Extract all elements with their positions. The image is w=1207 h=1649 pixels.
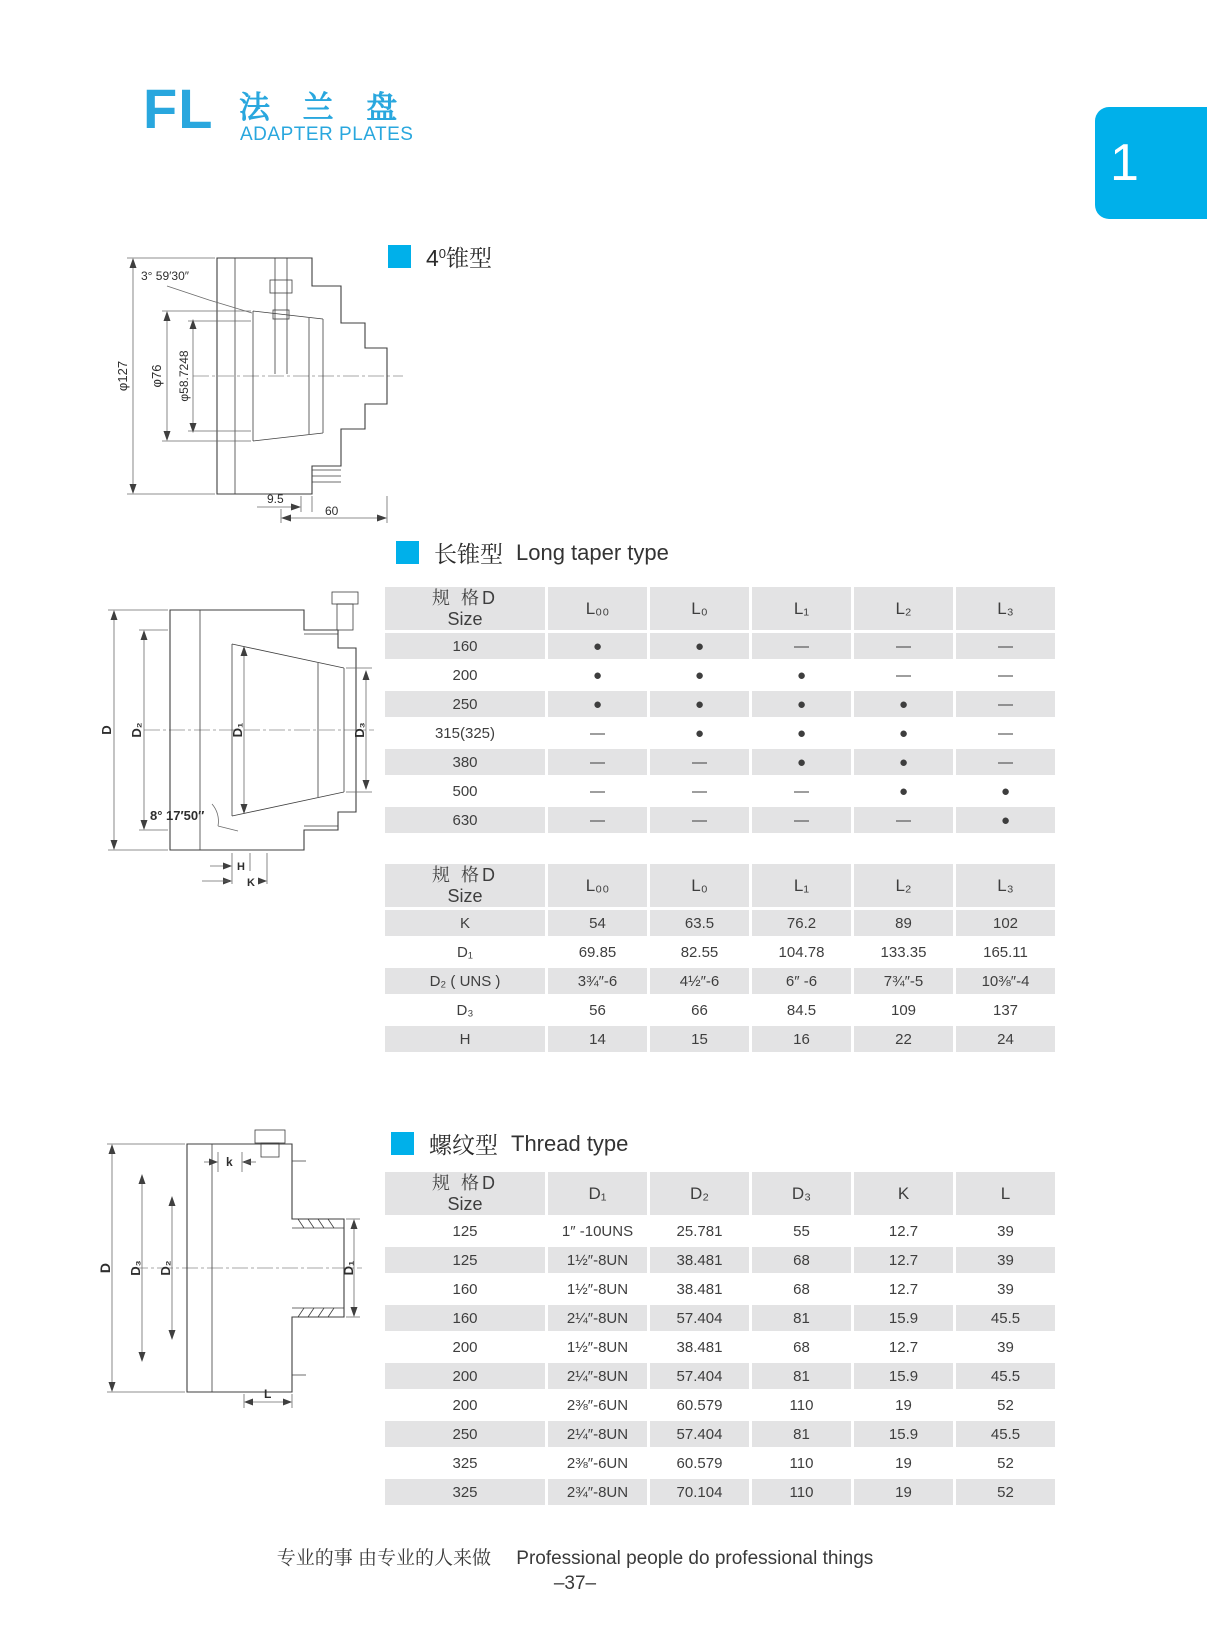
table-cell: ●: [854, 691, 953, 717]
table-cell: 45.5: [956, 1421, 1055, 1447]
row-label: K: [385, 910, 545, 936]
chapter-number: 1: [1110, 134, 1139, 192]
header-l: L: [956, 1172, 1055, 1215]
table-cell: 2¼″-8UN: [548, 1305, 647, 1331]
section-thread: [391, 1127, 628, 1160]
row-label: D₁: [457, 943, 473, 961]
section-bullet-icon: [396, 541, 419, 564]
long-taper-dimensions-table: [382, 861, 1058, 1055]
table-header-row: [385, 587, 1055, 630]
table-cell: ●: [548, 691, 647, 717]
table-cell: ●: [694, 724, 705, 742]
product-code: FL: [143, 77, 214, 140]
table-cell: 110: [789, 1396, 814, 1414]
table-cell: ●: [898, 782, 909, 800]
table-row: [385, 807, 1055, 833]
table-cell: 70.104: [650, 1479, 749, 1505]
table-cell: ●: [956, 807, 1055, 833]
table-cell: 81: [752, 1305, 851, 1331]
table-cell: 25.781: [676, 1222, 723, 1240]
dim-d3-label: D₃: [352, 722, 367, 738]
table-cell: 2⅜″-6UN: [566, 1396, 629, 1414]
table-cell: 45.5: [956, 1305, 1055, 1331]
row-label: 315(325): [434, 724, 496, 742]
row-label: 500: [452, 782, 478, 800]
row-label: 200: [452, 1396, 478, 1414]
footer-slogan-cn: 专业的事 由专业的人来做: [276, 1548, 491, 1569]
row-label: 380: [385, 749, 545, 775]
header-l1: L₁: [752, 587, 851, 630]
page-title-cn: 法 兰 盘: [239, 90, 410, 125]
table-row: [385, 1363, 1055, 1389]
table-cell: ●: [796, 666, 807, 684]
table-cell: ●: [1000, 782, 1011, 800]
table-cell: ●: [592, 666, 603, 684]
chapter-tab[interactable]: [1095, 107, 1207, 219]
header-l2: L₂: [854, 587, 953, 630]
table-cell: 12.7: [888, 1222, 919, 1240]
table-cell: 110: [789, 1454, 814, 1472]
header-l0: L₀: [650, 587, 749, 630]
table-row: [385, 778, 1055, 804]
row-label: 200: [452, 666, 478, 684]
table-cell: —: [998, 724, 1013, 742]
table-cell: 82.55: [680, 943, 719, 961]
table-cell: 52: [956, 1479, 1055, 1505]
table-cell: 15.9: [854, 1305, 953, 1331]
table-cell: 104.78: [778, 943, 825, 961]
table-cell: ●: [752, 749, 851, 775]
table-cell: —: [854, 633, 953, 659]
table-cell: 68: [793, 1338, 810, 1356]
table-cell: 60.579: [676, 1454, 723, 1472]
header-d1: D₁: [548, 1172, 647, 1215]
table-cell: 102: [956, 910, 1055, 936]
dim-9-5-label: 9.5: [267, 492, 284, 506]
table-cell: 52: [997, 1396, 1014, 1414]
table-cell: 1″ -10UNS: [561, 1222, 634, 1240]
taper4-technical-drawing: [105, 226, 405, 526]
table-cell: —: [590, 724, 605, 742]
table-cell: ●: [752, 691, 851, 717]
table-cell: 2¼″-8UN: [548, 1421, 647, 1447]
thread-type-table: [382, 1169, 1058, 1508]
row-label: 125: [385, 1247, 545, 1273]
table-cell: 19: [895, 1396, 912, 1414]
table-row: [385, 939, 1055, 965]
table-cell: 15: [650, 1026, 749, 1052]
section-long-taper-en: Long taper type: [516, 539, 669, 565]
table-cell: 63.5: [650, 910, 749, 936]
table-cell: 39: [997, 1338, 1014, 1356]
table-cell: 6″ -6: [752, 968, 851, 994]
table-row: [385, 997, 1055, 1023]
table-cell: 10⅜″-4: [956, 968, 1055, 994]
table-cell: 15.9: [854, 1363, 953, 1389]
row-label: D₃: [456, 1001, 474, 1019]
table-cell: 68: [793, 1280, 810, 1298]
table-cell: 2¾″-8UN: [548, 1479, 647, 1505]
table-cell: 38.481: [676, 1280, 723, 1298]
table-cell: 54: [548, 910, 647, 936]
row-label: 160: [385, 1305, 545, 1331]
table-cell: 110: [752, 1479, 851, 1505]
table-header-row: [385, 1172, 1055, 1215]
table-row: [385, 1334, 1055, 1360]
table-cell: —: [956, 691, 1055, 717]
table-cell: —: [998, 666, 1013, 684]
table-cell: 2⅜″-6UN: [566, 1454, 629, 1472]
header-d2: D₂: [650, 1172, 749, 1215]
dim-phi76-label: φ76: [149, 364, 164, 388]
dim-h-label: H: [237, 861, 245, 873]
dim-d3-label: D₃: [128, 1260, 143, 1276]
table-row: [385, 720, 1055, 746]
table-cell: 137: [992, 1001, 1019, 1019]
dim-d2-label: D₂: [158, 1260, 173, 1276]
table-cell: 165.11: [983, 943, 1028, 961]
table-body: [385, 633, 1055, 833]
table-cell: 38.481: [650, 1247, 749, 1273]
row-label: 630: [385, 807, 545, 833]
table-cell: 39: [997, 1222, 1014, 1240]
table-cell: ●: [898, 724, 909, 742]
header-l0: L₀: [650, 864, 749, 907]
table-cell: 56: [589, 1001, 606, 1019]
header-l1: L₁: [752, 864, 851, 907]
table-cell: 133.35: [880, 943, 927, 961]
row-label: 200: [385, 1363, 545, 1389]
section-taper4-label: $4^0$锥型: [426, 245, 493, 271]
table-row: [385, 749, 1055, 775]
footer-slogan-en: Professional people do professional things: [516, 1548, 874, 1569]
header-l2: L₂: [854, 864, 953, 907]
drawing-dimension-lines: [107, 1144, 360, 1408]
header-size: 规 格D Size: [385, 587, 545, 630]
dim-k-label: k: [226, 1155, 233, 1169]
table-header-row: [385, 864, 1055, 907]
dim-d1-label: D₁: [341, 1260, 356, 1276]
row-label: 250: [385, 1421, 545, 1447]
dim-l-label: L: [264, 1387, 272, 1401]
drawing-dimension-lines: [127, 258, 387, 523]
dim-d-label: D: [99, 725, 114, 735]
table-cell: 68: [752, 1247, 851, 1273]
table-cell: 89: [854, 910, 953, 936]
dim-d1-label: D₁: [230, 722, 245, 738]
row-label: 200: [452, 1338, 478, 1356]
row-label: 325: [452, 1454, 478, 1472]
table-cell: 7¾″-5: [854, 968, 953, 994]
header-d3: D₃: [752, 1172, 851, 1215]
table-cell: 66: [691, 1001, 708, 1019]
table-cell: 39: [956, 1247, 1055, 1273]
dim-k-label: K: [247, 877, 255, 889]
table-cell: —: [854, 807, 953, 833]
table-cell: —: [650, 749, 749, 775]
dim-angle-label: 8° 17′50″: [150, 808, 205, 823]
header-l00: L₀₀: [548, 587, 647, 630]
table-row: [385, 1218, 1055, 1244]
table-cell: 55: [793, 1222, 810, 1240]
table-cell: 12.7: [888, 1338, 919, 1356]
header-size: 规 格D Size: [385, 1172, 545, 1215]
table-row: [385, 968, 1055, 994]
table-cell: 12.7: [854, 1247, 953, 1273]
table-cell: —: [956, 749, 1055, 775]
table-cell: ●: [694, 666, 705, 684]
row-label: D₂ ( UNS ): [385, 968, 545, 994]
table-cell: 76.2: [752, 910, 851, 936]
table-row: [385, 1305, 1055, 1331]
table-cell: —: [896, 666, 911, 684]
page-number: –37–: [553, 1573, 597, 1594]
row-label: 325: [385, 1479, 545, 1505]
table-cell: 84.5: [786, 1001, 817, 1019]
header-l3: L₃: [956, 587, 1055, 630]
table-cell: —: [956, 633, 1055, 659]
table-row: [385, 691, 1055, 717]
table-cell: 52: [997, 1454, 1014, 1472]
table-cell: 16: [752, 1026, 851, 1052]
section-thread-cn: 螺纹型: [429, 1132, 498, 1158]
table-cell: 24: [956, 1026, 1055, 1052]
long-taper-availability-table: [382, 584, 1058, 836]
dim-angle-label: 3° 59′30″: [141, 269, 189, 283]
table-cell: 109: [890, 1001, 917, 1019]
table-cell: 57.404: [650, 1305, 749, 1331]
table-cell: 19: [895, 1454, 912, 1472]
table-cell: 1½″-8UN: [566, 1338, 629, 1356]
table-cell: 1½″-8UN: [566, 1280, 629, 1298]
long-taper-technical-drawing: [92, 578, 377, 893]
table-body: [385, 1218, 1055, 1505]
table-cell: ●: [796, 724, 807, 742]
page-title-en: ADAPTER PLATES: [240, 124, 414, 145]
drawing-dimension-lines: [108, 610, 372, 885]
table-cell: 39: [997, 1280, 1014, 1298]
table-cell: 15.9: [854, 1421, 953, 1447]
table-cell: —: [752, 633, 851, 659]
table-cell: 12.7: [888, 1280, 919, 1298]
header-k: K: [854, 1172, 953, 1215]
table-cell: 1½″-8UN: [548, 1247, 647, 1273]
dim-60-label: 60: [325, 504, 339, 518]
table-row: [385, 662, 1055, 688]
table-cell: 57.404: [650, 1421, 749, 1447]
table-cell: —: [692, 782, 707, 800]
table-row: [385, 1450, 1055, 1476]
row-label: 160: [385, 633, 545, 659]
section-long-taper: [396, 536, 669, 569]
section-long-taper-cn: 长锥型: [434, 541, 503, 567]
dim-phi127-label: φ127: [115, 360, 130, 392]
table-cell: ●: [854, 749, 953, 775]
dim-phi58-label: φ58.7248: [177, 350, 191, 402]
table-row: [385, 1421, 1055, 1447]
table-cell: 3¾″-6: [548, 968, 647, 994]
table-cell: —: [650, 807, 749, 833]
table-cell: 22: [854, 1026, 953, 1052]
table-cell: 19: [854, 1479, 953, 1505]
table-row: [385, 910, 1055, 936]
table-cell: 57.404: [650, 1363, 749, 1389]
row-label: 125: [452, 1222, 478, 1240]
table-cell: ●: [548, 633, 647, 659]
table-cell: 4½″-6: [650, 968, 749, 994]
table-cell: 69.85: [578, 943, 617, 961]
table-cell: ●: [650, 633, 749, 659]
table-cell: —: [752, 807, 851, 833]
header-size: 规 格D Size: [385, 864, 545, 907]
section-bullet-icon: [391, 1132, 414, 1155]
row-label: H: [385, 1026, 545, 1052]
table-row: [385, 633, 1055, 659]
drawing-outline: [187, 1130, 344, 1392]
section-thread-en: Thread type: [511, 1130, 629, 1156]
table-cell: 2¼″-8UN: [548, 1363, 647, 1389]
table-cell: 81: [752, 1363, 851, 1389]
table-cell: 38.481: [676, 1338, 723, 1356]
thread-technical-drawing: [92, 1116, 367, 1416]
table-row: [385, 1276, 1055, 1302]
table-cell: —: [590, 782, 605, 800]
table-cell: —: [548, 807, 647, 833]
table-cell: 14: [548, 1026, 647, 1052]
table-cell: 60.579: [676, 1396, 723, 1414]
row-label: 250: [385, 691, 545, 717]
dim-d-label: D: [97, 1262, 113, 1274]
table-body: [385, 910, 1055, 1052]
footer-slogan: [0, 1543, 1150, 1570]
table-cell: 81: [752, 1421, 851, 1447]
table-cell: ●: [650, 691, 749, 717]
table-row: [385, 1479, 1055, 1505]
table-cell: —: [548, 749, 647, 775]
table-row: [385, 1392, 1055, 1418]
header-l00: L₀₀: [548, 864, 647, 907]
header-l3: L₃: [956, 864, 1055, 907]
dim-d2-label: D₂: [129, 722, 144, 738]
table-cell: 45.5: [956, 1363, 1055, 1389]
table-cell: —: [794, 782, 809, 800]
table-row: [385, 1026, 1055, 1052]
table-row: [385, 1247, 1055, 1273]
row-label: 160: [452, 1280, 478, 1298]
